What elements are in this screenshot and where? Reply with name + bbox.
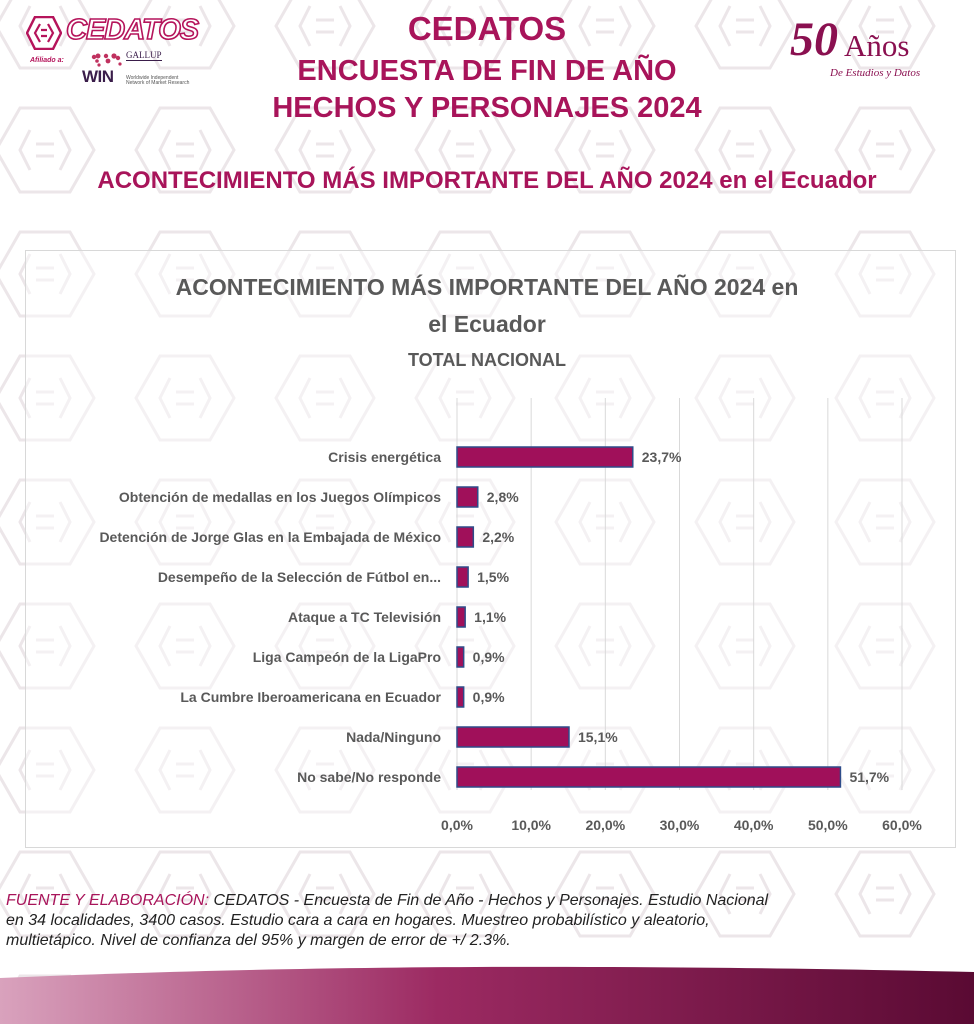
source-note-line2: en 34 localidades, 3400 casos. Estudio cara a cara en hogares. Muestreo probabilístico y aleatorio,: [6, 912, 710, 929]
bar: [457, 487, 478, 507]
bar: [457, 567, 468, 587]
cedatos-logo-text: CEDATOS: [66, 14, 199, 46]
value-label: 51,7%: [849, 769, 890, 785]
value-label: 0,9%: [472, 649, 505, 665]
source-note-line1: CEDATOS - Encuesta de Fin de Año - Hechos y Personajes. Estudio Nacional: [209, 892, 769, 909]
x-tick-label: 0,0%: [441, 817, 473, 833]
bar: [457, 527, 473, 547]
anniversary-number: 50: [790, 13, 838, 66]
bar-chart: [25, 250, 956, 848]
chart-subtitle: TOTAL NACIONAL: [408, 350, 566, 370]
category-label: Detención de Jorge Glas en la Embajada de México: [99, 529, 441, 545]
header-title-brand: CEDATOS: [407, 10, 567, 47]
page-subtitle: ACONTECIMIENTO MÁS IMPORTANTE DEL AÑO 2024 en el Ecuador: [97, 167, 877, 194]
value-label: 15,1%: [577, 729, 618, 745]
cedatos-logo: [26, 14, 199, 94]
value-label: 23,7%: [641, 449, 682, 465]
chart-category-labels: [99, 449, 441, 785]
gallup-logo-text: GALLUP: [126, 50, 162, 60]
bar: [457, 727, 569, 747]
anniversary-word: Años: [844, 28, 910, 63]
x-tick-label: 30,0%: [659, 817, 700, 833]
value-label: 0,9%: [472, 689, 505, 705]
x-tick-label: 20,0%: [585, 817, 626, 833]
header-title-survey: ENCUESTA DE FIN DE AÑO: [297, 55, 677, 87]
world-map-icon: [90, 52, 124, 68]
bar: [457, 687, 464, 707]
bar: [457, 647, 464, 667]
category-label: No sabe/No responde: [297, 769, 441, 785]
chart-title-line1: ACONTECIMIENTO MÁS IMPORTANTE DEL AÑO 2024 en: [175, 274, 799, 300]
category-label: Nada/Ninguno: [346, 729, 441, 745]
value-label: 1,1%: [474, 609, 507, 625]
anniversary-subtitle: De Estudios y Datos: [830, 67, 921, 79]
source-note-line3: multietápico. Nivel de confianza del 95% y margen de error de +/ 2.3%.: [6, 932, 511, 949]
chart-title-line2: el Ecuador: [428, 311, 546, 337]
footer-wave-decoration: [0, 960, 974, 1024]
category-label: Obtención de medallas en los Juegos Olímpicos: [118, 489, 441, 505]
category-label: Crisis energética: [328, 449, 441, 465]
category-label: Desempeño de la Selección de Fútbol en...: [157, 569, 441, 585]
cedatos-badge-icon: [26, 16, 62, 50]
bar: [457, 607, 465, 627]
value-label: 2,2%: [482, 529, 515, 545]
chart-x-axis-ticks: [441, 817, 922, 833]
bar: [457, 767, 840, 787]
x-tick-label: 50,0%: [807, 817, 848, 833]
source-note: [6, 891, 946, 951]
bar: [457, 447, 633, 467]
category-label: Liga Campeón de la LigaPro: [252, 649, 441, 665]
x-tick-label: 40,0%: [733, 817, 774, 833]
value-label: 2,8%: [486, 489, 519, 505]
source-label: FUENTE Y ELABORACIÓN:: [6, 892, 210, 909]
network-label: Worldwide Independent Network of Market Research: [126, 75, 190, 86]
anniversary-logo: [790, 14, 950, 84]
header-title-edition: HECHOS Y PERSONAJES 2024: [272, 92, 702, 124]
category-label: La Cumbre Iberoamericana en Ecuador: [180, 689, 441, 705]
x-tick-label: 60,0%: [882, 817, 922, 833]
category-label: Ataque a TC Televisión: [288, 609, 441, 625]
x-tick-label: 10,0%: [511, 817, 552, 833]
affiliate-label: Afiliado a:: [30, 57, 64, 64]
value-label: 1,5%: [477, 569, 510, 585]
win-logo-text: WIN: [82, 67, 114, 86]
